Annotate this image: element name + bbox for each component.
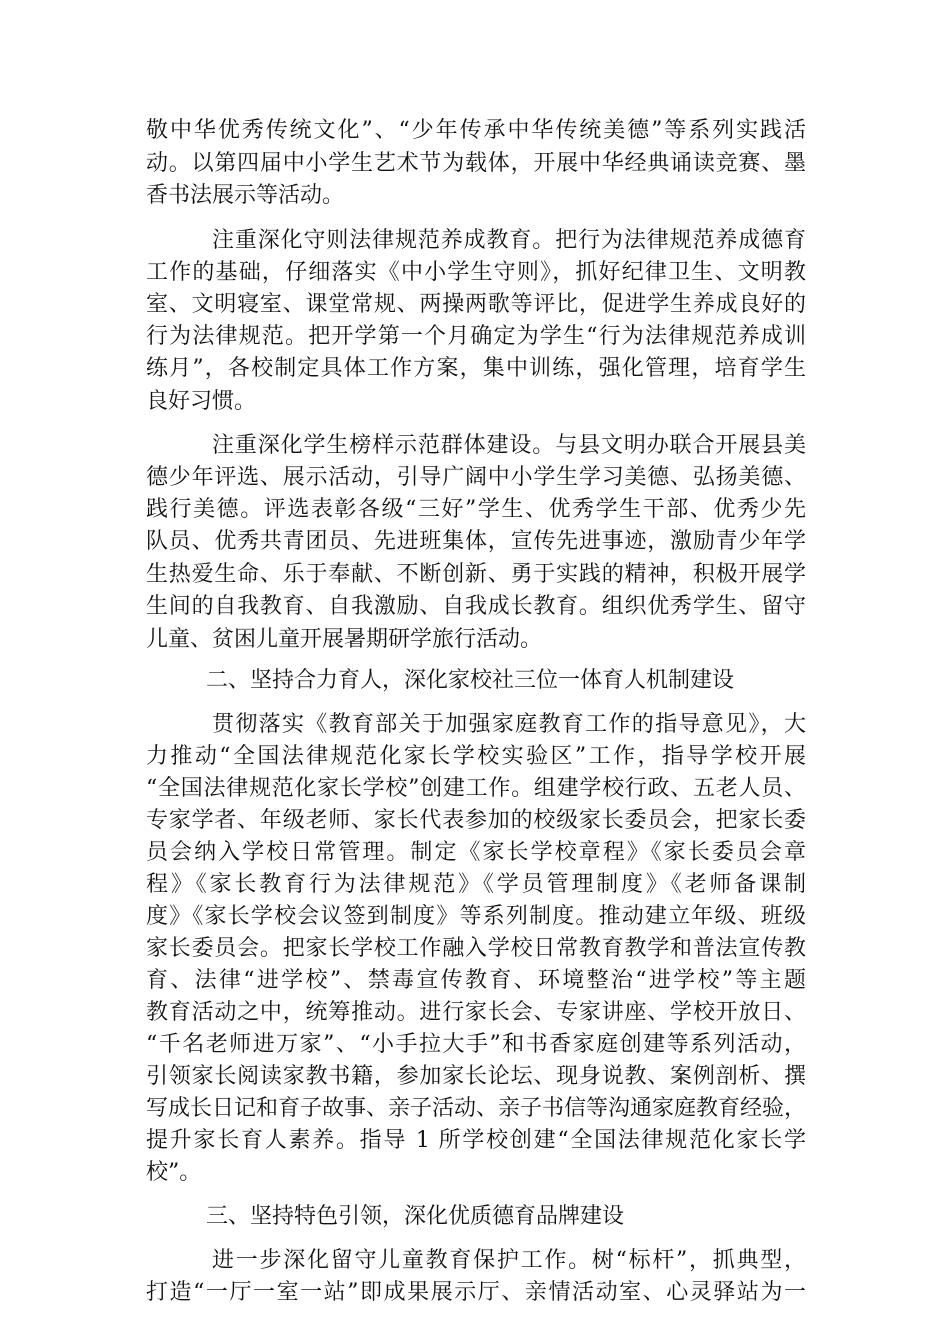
text-line: 践行美德。评选表彰各级“三好”学生、优秀学生干部、优秀少先 [146, 497, 806, 522]
text-line: 专家学者、年级老师、家长代表参加的校级家长委员会，把家长委 [146, 808, 806, 833]
text-line: 室、文明寝室、课堂常规、两操两歌等评比，促进学生养成良好的 [146, 292, 806, 317]
text-line: 提升家长育人素养。指导 1 所学校创建“全国法律规范化家长学 [146, 1128, 806, 1153]
text-line: “千名老师进万家”、“小手拉大手”和书香家庭创建等系列活动， [146, 1032, 806, 1057]
text-line: 进一步深化留守儿童教育保护工作。树“标杆”，抓典型， [212, 1248, 806, 1273]
text-line: 行为法律规范。把开学第一个月确定为学生“行为法律规范养成训 [146, 324, 806, 349]
text-line: 德少年评选、展示活动，引导广阔中小学生学习美德、弘扬美德、 [146, 465, 806, 490]
text-line: 贯彻落实《教育部关于加强家庭教育工作的指导意见》，大 [212, 712, 806, 737]
text-line: 引领家长阅读家教书籍，参加家长论坛、现身说教、案例剖析、撰 [146, 1064, 806, 1089]
text-line: 生间的自我教育、自我激励、自我成长教育。组织优秀学生、留守 [146, 594, 806, 619]
text-line: 家长委员会。把家长学校工作融入学校日常教育教学和普法宣传教 [146, 936, 806, 961]
text-line: 度》《家长学校会议签到制度》等系列制度。推动建立年级、班级 [146, 904, 806, 929]
text-line: 儿童、贫困儿童开展暑期研学旅行活动。 [146, 627, 543, 652]
text-line: 注重深化守则法律规范养成教育。把行为法律规范养成德育 [212, 228, 806, 253]
text-line: 队员、优秀共青团员、先进班集体，宣传先进事迹，激励青少年学 [146, 529, 806, 554]
text-line: 工作的基础，仔细落实《中小学生守则》，抓好纪律卫生、文明教 [146, 260, 806, 285]
text-line: 动。以第四届中小学生艺术节为载体，开展中华经典诵读竞赛、墨 [146, 151, 806, 176]
text-line: 敬中华优秀传统文化”、“少年传承中华传统美德”等系列实践活 [146, 118, 806, 143]
text-line: 力推动“全国法律规范化家长学校实验区”工作，指导学校开展 [146, 744, 806, 769]
text-line: 程》《家长教育行为法律规范》《学员管理制度》《老师备课制 [146, 872, 806, 897]
text-line: 注重深化学生榜样示范群体建设。与县文明办联合开展县美 [212, 433, 806, 458]
text-line: 校”。 [146, 1160, 202, 1185]
text-line: “全国法律规范化家长学校”创建工作。组建学校行政、五老人员、 [146, 776, 806, 801]
text-line: 练月”，各校制定具体工作方案，集中训练，强化管理，培育学生 [146, 356, 806, 381]
text-line: 打造“一厅一室一站”即成果展示厅、亲情活动室、心灵驿站为一 [146, 1280, 806, 1305]
text-line: 育、法律“进学校”、禁毒宣传教育、环境整治“进学校”等主题 [146, 968, 806, 993]
text-line: 写成长日记和育子故事、亲子活动、亲子书信等沟通家庭教育经验， [146, 1096, 807, 1121]
text-line: 教育活动之中，统筹推动。进行家长会、专家讲座、学校开放日、 [146, 1000, 806, 1025]
text-line: 员会纳入学校日常管理。制定《家长学校章程》《家长委员会章 [146, 840, 806, 865]
text-line: 良好习惯。 [146, 389, 257, 414]
text-line: 生热爱生命、乐于奉献、不断创新、勇于实践的精神，积极开展学 [146, 562, 806, 587]
section-heading-two: 二、坚持合力育人，深化家校社三位一体育人机制建设 [206, 668, 735, 693]
section-heading-three: 三、坚持特色引领，深化优质德育品牌建设 [206, 1204, 625, 1229]
text-line: 香书法展示等活动。 [146, 183, 345, 208]
